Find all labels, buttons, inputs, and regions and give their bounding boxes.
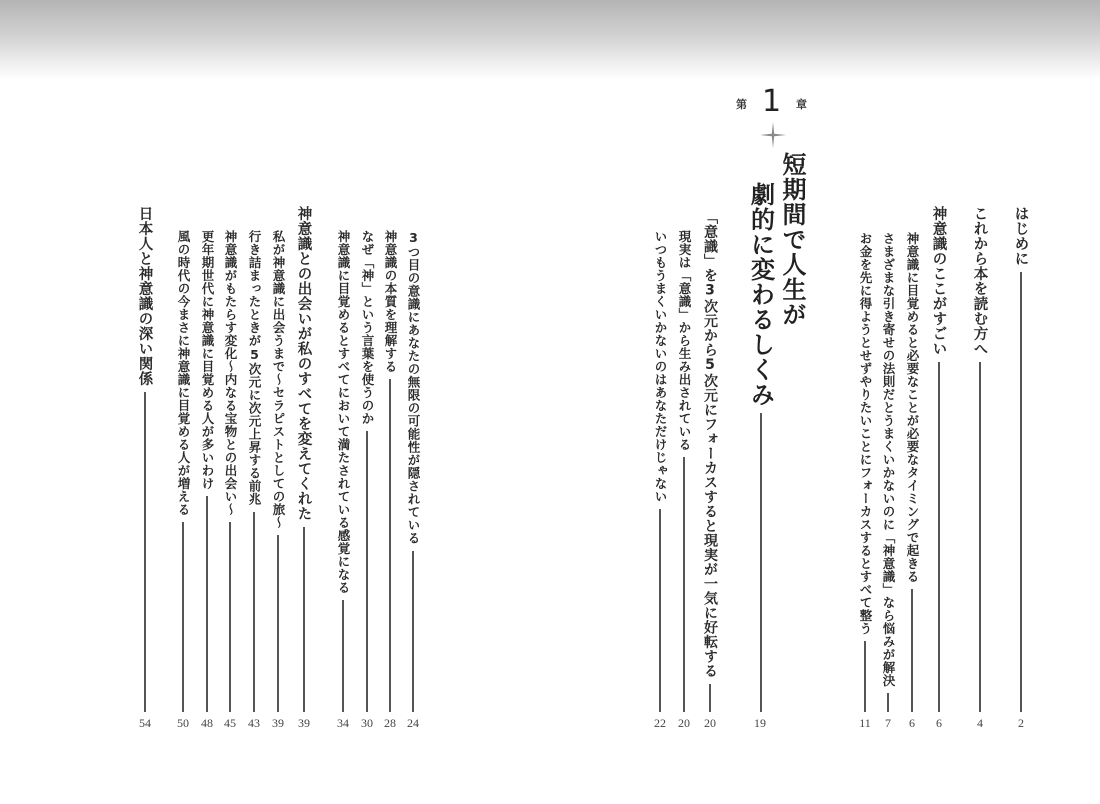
entry-title: 日本人と神意識の深い関係 <box>136 206 153 386</box>
entry-title: 神意識との出会いが私のすべてを変えてくれた <box>295 206 312 521</box>
entry-title: 私が神意識に出会うまで～セラピストとしての旅～ <box>271 230 286 529</box>
leader-line <box>1020 272 1022 712</box>
toc-entry-chapter-title[interactable] <box>744 0 778 712</box>
page-number: 54 <box>139 716 151 730</box>
entry-title: 行き詰まったときが5次元に次元上昇する前兆 <box>247 230 262 506</box>
page-number: 39 <box>272 716 284 730</box>
page-number: 28 <box>384 716 396 730</box>
chapter-title-line1: 短期間で人生が <box>778 152 806 327</box>
entry-title: なぜ「神」という言葉を使うのか <box>360 230 375 425</box>
leader-line <box>206 496 208 712</box>
leader-line <box>342 600 344 712</box>
toc-entry[interactable] <box>267 0 289 712</box>
page-number: 43 <box>248 716 260 730</box>
leader-line <box>864 641 866 712</box>
toc-entry[interactable] <box>877 0 899 712</box>
chapter-prefix: 第 <box>736 98 747 111</box>
page-number: 50 <box>177 716 189 730</box>
page-number: 22 <box>654 716 666 730</box>
leader-line <box>253 512 255 713</box>
toc-entry[interactable] <box>379 0 401 712</box>
toc-entry[interactable] <box>969 0 991 712</box>
page-number: 4 <box>977 716 983 730</box>
leader-line <box>709 684 711 712</box>
leader-line <box>659 509 661 712</box>
leader-line <box>412 551 414 713</box>
toc-entry[interactable] <box>172 0 194 712</box>
toc-entry[interactable] <box>673 0 695 712</box>
leader-line <box>979 362 981 712</box>
leader-line <box>229 522 231 712</box>
page-number: 6 <box>936 716 942 730</box>
toc-entry[interactable] <box>649 0 671 712</box>
toc-entry[interactable] <box>196 0 218 712</box>
page-number: 30 <box>361 716 373 730</box>
page-number: 24 <box>407 716 419 730</box>
leader-line <box>760 413 762 712</box>
leader-line <box>366 431 368 712</box>
page-number: 48 <box>201 716 213 730</box>
leader-line <box>683 457 685 712</box>
leader-line <box>938 362 940 712</box>
page-number: 19 <box>754 716 766 730</box>
entry-title: はじめに <box>1012 206 1029 266</box>
chapter-suffix: 章 <box>796 98 807 111</box>
chapter-number: 1 <box>762 84 782 119</box>
entry-title: いつもうまくいかないのはあなただけじゃない <box>653 230 668 503</box>
toc-entry[interactable] <box>293 0 315 712</box>
toc-entry[interactable] <box>243 0 265 712</box>
entry-title: 神意識に目覚めるとすべてにおいて満たされている感覚になる <box>336 230 351 594</box>
toc-entry[interactable] <box>402 0 424 712</box>
leader-line <box>144 392 146 712</box>
page-number: 7 <box>885 716 891 730</box>
entry-title: さまざまな引き寄せの法則だとうまくいかないのに「神意識」なら悩みが解決 <box>881 232 896 687</box>
leader-line <box>911 589 913 712</box>
page-number: 2 <box>1018 716 1024 730</box>
entry-title: 神意識がもたらす変化～内なる宝物との出会い～ <box>223 230 238 516</box>
leader-line <box>887 693 889 712</box>
entry-title: 神意識に目覚めると必要なことが必要なタイミングで起きる <box>905 232 920 583</box>
toc-entry[interactable] <box>854 0 876 712</box>
entry-title: これから本を読む方へ <box>971 206 988 356</box>
page-number: 34 <box>337 716 349 730</box>
page-number: 11 <box>859 716 871 730</box>
chapter-title-line2: 劇的に変わるしくみ <box>746 182 775 407</box>
entry-title: お金を先に得ようとせずやりたいことにフォーカスするとすべて整う <box>858 232 873 635</box>
entry-title: 3つ目の意識にあなたの無限の可能性が隠されている <box>406 230 421 545</box>
leader-line <box>182 522 184 712</box>
toc-entry[interactable] <box>901 0 923 712</box>
entry-title: 風の時代の今まさに神意識に目覚める人が増える <box>176 230 191 516</box>
entry-title: 更年期世代に神意識に目覚める人が多いわけ <box>200 230 215 490</box>
toc-entry[interactable] <box>1010 0 1032 712</box>
toc-entry[interactable] <box>356 0 378 712</box>
toc-entry[interactable] <box>928 0 950 712</box>
entry-title: 神意識の本質を理解する <box>383 230 398 373</box>
toc-entry[interactable] <box>332 0 354 712</box>
toc-entry[interactable] <box>219 0 241 712</box>
toc-entry[interactable] <box>699 0 721 712</box>
page-number: 20 <box>704 716 716 730</box>
leader-line <box>277 535 279 712</box>
page-number: 39 <box>298 716 310 730</box>
toc-entry[interactable] <box>134 0 156 712</box>
entry-title: 神意識のここがすごい <box>930 206 947 356</box>
page-number: 45 <box>224 716 236 730</box>
entry-title: 「意識」を3次元から5次元にフォーカスすると現実が一気に好転する <box>702 210 718 678</box>
entry-title: 現実は「意識」から生み出されている <box>677 230 692 451</box>
page-number: 6 <box>909 716 915 730</box>
leader-line <box>303 527 305 712</box>
page-number: 20 <box>678 716 690 730</box>
leader-line <box>389 379 391 712</box>
